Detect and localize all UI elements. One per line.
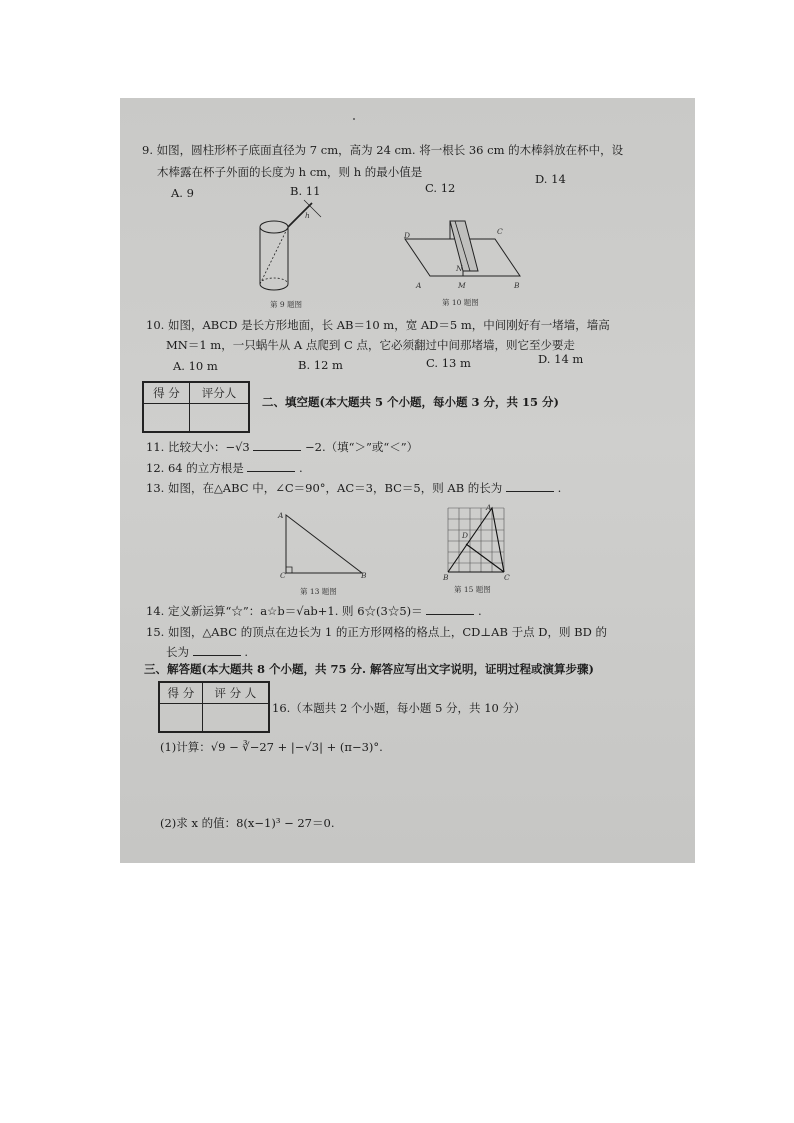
q14 — [146, 603, 482, 619]
score-cell — [144, 404, 190, 432]
q15-blank — [193, 644, 241, 656]
q10-line1: 10. 如图，ABCD 是长方形地面，长 AB＝10 m，宽 AD＝5 m，中间刚好有一堵墙，墙高 — [146, 318, 610, 332]
q13-blank — [506, 480, 554, 492]
q10-caption: 第 10 题图 — [442, 298, 479, 307]
q13-triangle-figure — [282, 513, 367, 575]
q12-suffix: . — [299, 461, 303, 475]
q16-part2: (2)求 x 的值：8(x−1)³ − 27＝0. — [160, 816, 335, 830]
q15-line2 — [166, 644, 248, 660]
q14-prefix: 14. 定义新运算“☆”：a☆b＝√ab+1. 则 6☆(3☆5)＝ — [146, 604, 423, 618]
q16-title: 16.（本题共 2 个小题，每小题 5 分，共 10 分） — [272, 701, 526, 715]
q13-label-b: B — [361, 571, 367, 580]
q15-caption: 第 15 题图 — [454, 585, 491, 594]
section3-title: 三、解答题(本大题共 8 个小题，共 75 分. 解答应写出文字说明，证明过程或演算步骤) — [144, 662, 594, 676]
q14-suffix: . — [477, 604, 482, 618]
score-box2-col1: 得 分 — [160, 683, 203, 704]
q9-caption: 第 9 题图 — [270, 300, 303, 309]
q13-suffix: . — [557, 481, 562, 495]
score-box — [142, 381, 250, 433]
q15-label-a: A — [486, 503, 492, 512]
q9-option-c: C. 12 — [425, 181, 456, 195]
q13-caption: 第 13 题图 — [300, 587, 337, 596]
q11-blank — [253, 439, 301, 451]
q13-prefix: 13. 如图，在△ABC 中，∠C＝90°，AC＝3，BC＝5，则 AB 的长为 — [146, 481, 503, 495]
q10-label-m: M — [458, 281, 466, 290]
q10-option-d: D. 14 m — [538, 352, 584, 366]
q10-option-b: B. 12 m — [298, 358, 343, 372]
score-box-2 — [158, 681, 270, 733]
q16-part1: (1)计算：√9 − ∛−27 + |−√3| + (π−3)°. — [160, 740, 383, 754]
q12-prefix: 12. 64 的立方根是 — [146, 461, 244, 475]
q10-option-c: C. 13 m — [426, 356, 471, 370]
q9-option-a: A. 9 — [171, 186, 194, 200]
q12-blank — [247, 460, 295, 472]
q11 — [146, 439, 418, 455]
q15-line1: 15. 如图，△ABC 的顶点在边长为 1 的正方形网格的格点上，CD⊥AB 于点 D，则 BD 的 — [146, 625, 607, 639]
q9-option-b: B. 11 — [290, 184, 321, 198]
q10-label-b: B — [514, 281, 520, 290]
q10-label-n: N — [456, 264, 463, 273]
q13-label-a: A — [278, 511, 284, 520]
q15-line2-prefix: 长为 — [166, 645, 189, 659]
q9-line1: 9. 如图，圆柱形杯子底面直径为 7 cm，高为 24 cm. 将一根长 36 cm 的木棒斜放在杯中，设 — [142, 143, 624, 157]
q14-blank — [426, 603, 474, 615]
q9-option-d: D. 14 — [535, 172, 566, 186]
q15-label-d: D — [462, 531, 469, 540]
q13 — [146, 480, 561, 496]
q9-h-label: h — [305, 211, 310, 220]
q15-label-b: B — [443, 573, 449, 582]
section2-title: 二、填空题(本大题共 5 个小题，每小题 3 分，共 15 分) — [262, 395, 559, 409]
q11-suffix: −2.（填“＞”或“＜”） — [305, 440, 419, 454]
grader-cell-2 — [202, 704, 268, 732]
q12 — [146, 460, 303, 476]
scanned-exam-page — [120, 98, 695, 863]
q15-line2-suffix: . — [244, 645, 248, 659]
q10-label-a: A — [416, 281, 422, 290]
speck — [353, 118, 355, 120]
q15-label-c: C — [504, 573, 510, 582]
q13-label-c: C — [280, 571, 286, 580]
q9-line2: 木棒露在杯子外面的长度为 h cm，则 h 的最小值是 — [157, 165, 423, 179]
q15-grid-figure — [446, 506, 506, 574]
grader-cell — [189, 404, 248, 432]
q10-label-d: D — [404, 231, 411, 240]
q10-label-c: C — [497, 227, 503, 236]
score-box2-col2: 评 分 人 — [202, 683, 268, 704]
q10-option-a: A. 10 m — [173, 359, 218, 373]
q10-line2: MN＝1 m，一只蜗牛从 A 点爬到 C 点，它必须翻过中间那堵墙，则它至少要走 — [166, 338, 575, 352]
q11-prefix: 11. 比较大小：−√3 — [146, 440, 250, 454]
score-cell-2 — [160, 704, 203, 732]
score-box-col1: 得 分 — [144, 383, 190, 404]
score-box-col2: 评分人 — [189, 383, 248, 404]
q9-cylinder-figure — [250, 198, 340, 298]
